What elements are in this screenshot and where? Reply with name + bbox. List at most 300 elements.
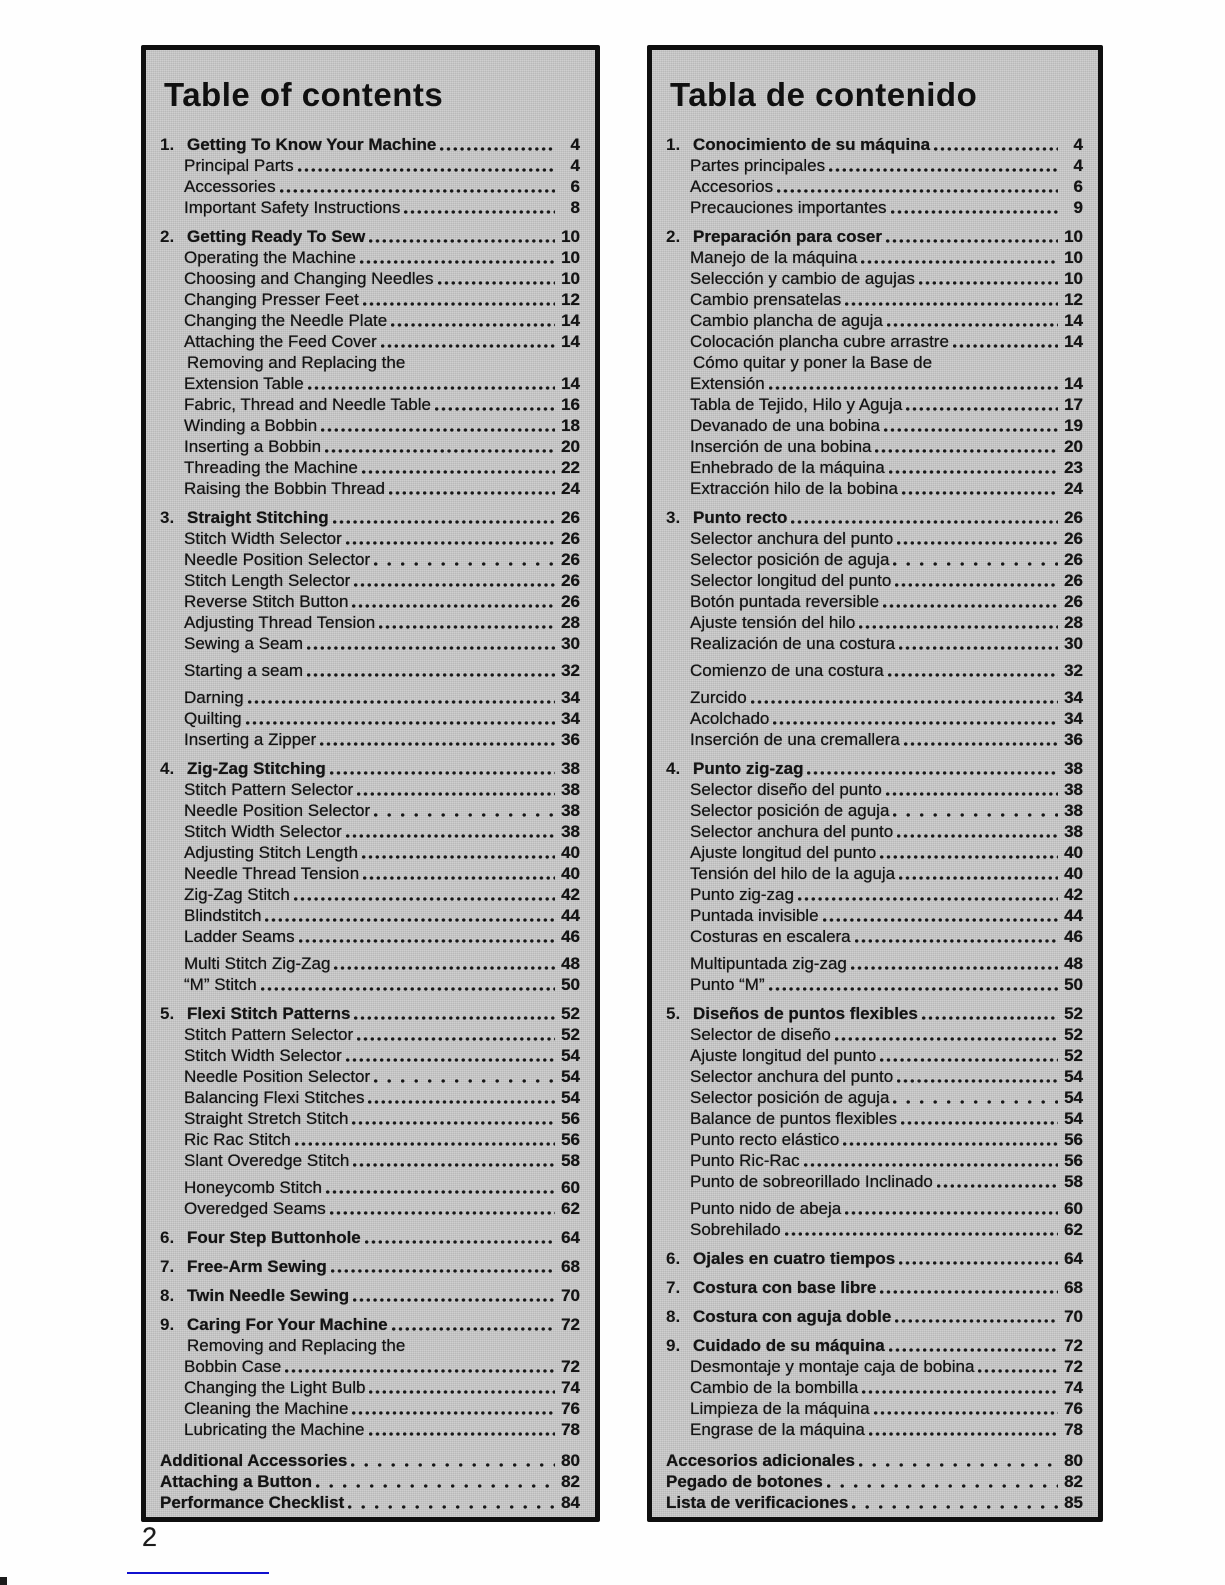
toc-entry bbox=[160, 134, 580, 155]
blue-underline bbox=[127, 1572, 269, 1574]
dot-leader bbox=[855, 939, 1058, 943]
toc-entry-number: 8. bbox=[160, 1286, 175, 1305]
toc-entry-page: 50 bbox=[561, 975, 580, 994]
toc-entry bbox=[666, 570, 1083, 591]
toc-entry-page: 40 bbox=[561, 843, 580, 862]
toc-entry-page: 54 bbox=[561, 1088, 580, 1107]
dot-leader bbox=[869, 1432, 1058, 1436]
toc-entry-label: Adjusting Stitch Length bbox=[184, 843, 358, 862]
toc-entry-label: Diseños de puntos flexibles bbox=[693, 1004, 918, 1023]
toc-entry bbox=[666, 905, 1083, 926]
toc-entry bbox=[160, 1450, 580, 1471]
toc-entry-label: Principal Parts bbox=[184, 156, 294, 175]
toc-entry bbox=[666, 926, 1083, 947]
toc-entry-label: Manejo de la máquina bbox=[690, 248, 858, 267]
toc-entry-page: 40 bbox=[561, 864, 580, 883]
page-title: Tabla de contenido bbox=[670, 76, 978, 113]
toc-entry bbox=[160, 863, 580, 884]
toc-entry-number: 4. bbox=[666, 759, 681, 778]
dot-leader bbox=[897, 834, 1058, 838]
toc-entry-label: Stitch Width Selector bbox=[184, 529, 342, 548]
toc-entry bbox=[160, 687, 580, 708]
dot-leader bbox=[246, 721, 555, 725]
dot-leader bbox=[316, 1484, 555, 1488]
toc-entry-label: Selección y cambio de agujas bbox=[690, 269, 915, 288]
dot-leader bbox=[354, 583, 555, 587]
toc-entry-label: Stitch Width Selector bbox=[184, 1046, 342, 1065]
toc-entry-label: Operating the Machine bbox=[184, 248, 356, 267]
toc-entry-page: 70 bbox=[1064, 1307, 1083, 1326]
toc-entry bbox=[666, 155, 1083, 176]
toc-entry bbox=[666, 436, 1083, 457]
toc-entry bbox=[666, 953, 1083, 974]
toc-entry bbox=[666, 507, 1083, 528]
toc-entry-page: 26 bbox=[561, 529, 580, 548]
toc-entry-label: Comienzo de una costura bbox=[690, 661, 884, 680]
toc-entry-page: 62 bbox=[1064, 1220, 1083, 1239]
toc-entry-label: Selector anchura del punto bbox=[690, 529, 894, 548]
toc-entry-label: Ladder Seams bbox=[184, 927, 295, 946]
toc-entry bbox=[160, 821, 580, 842]
dot-leader bbox=[978, 1369, 1058, 1373]
toc-entry-number: 3. bbox=[666, 508, 681, 527]
dot-leader bbox=[769, 987, 1058, 991]
toc-entry bbox=[666, 1171, 1083, 1192]
dot-leader bbox=[859, 625, 1058, 629]
toc-entry-label: Needle Thread Tension bbox=[184, 864, 360, 883]
dot-leader bbox=[307, 646, 555, 650]
dot-leader bbox=[901, 1121, 1058, 1125]
toc-entry-number: 8. bbox=[666, 1307, 681, 1326]
toc-entry-label: Caring For Your Machine bbox=[187, 1315, 388, 1334]
toc-entry-page: 72 bbox=[1064, 1357, 1083, 1376]
toc-entry bbox=[160, 1087, 580, 1108]
toc-entry bbox=[666, 1024, 1083, 1045]
toc-entry bbox=[160, 708, 580, 729]
toc-entry-label: Punto nido de abeja bbox=[690, 1199, 842, 1218]
toc-entry-page: 80 bbox=[1064, 1451, 1083, 1470]
toc-entry-label: Balance de puntos flexibles bbox=[690, 1109, 897, 1128]
toc-entry bbox=[666, 1066, 1083, 1087]
toc-entry bbox=[666, 247, 1083, 268]
toc-entry-label: Cambio prensatelas bbox=[690, 290, 842, 309]
toc-entry-page: 6 bbox=[1073, 177, 1083, 196]
toc-entry-label: Stitch Length Selector bbox=[184, 571, 351, 590]
toc-entry-label: Accesorios adicionales bbox=[666, 1451, 855, 1470]
dot-leader bbox=[862, 1390, 1058, 1394]
toc-entry-page: 38 bbox=[1064, 759, 1083, 778]
toc-entry-number: 5. bbox=[666, 1004, 681, 1023]
toc-entry-page: 10 bbox=[561, 269, 580, 288]
toc-entry-number: 6. bbox=[666, 1249, 681, 1268]
toc-entry bbox=[666, 660, 1083, 681]
dot-leader bbox=[362, 470, 555, 474]
toc-entry bbox=[160, 507, 580, 528]
toc-entry-label: Limpieza de la máquina bbox=[690, 1399, 870, 1418]
toc-entry bbox=[666, 1045, 1083, 1066]
dot-leader bbox=[346, 541, 555, 545]
dot-leader bbox=[887, 323, 1058, 327]
toc-entry-page: 54 bbox=[1064, 1109, 1083, 1128]
dot-leader bbox=[369, 1432, 555, 1436]
toc-entry bbox=[666, 373, 1083, 394]
toc-entry-page: 6 bbox=[570, 177, 580, 196]
toc-entry-page: 38 bbox=[561, 759, 580, 778]
toc-entry-page: 4 bbox=[1073, 135, 1083, 154]
toc-entry-page: 23 bbox=[1064, 458, 1083, 477]
toc-entry-label: Punto Ric-Rac bbox=[690, 1151, 800, 1170]
toc-entry bbox=[160, 176, 580, 197]
toc-entry-page: 54 bbox=[561, 1046, 580, 1065]
toc-entry-page: 38 bbox=[1064, 801, 1083, 820]
toc-entry-page: 72 bbox=[561, 1315, 580, 1334]
toc-entry bbox=[666, 1356, 1083, 1377]
toc-entry bbox=[666, 176, 1083, 197]
toc-entry bbox=[666, 1248, 1083, 1269]
toc-entry bbox=[666, 310, 1083, 331]
toc-entry bbox=[666, 1471, 1083, 1492]
toc-entry-label: Reverse Stitch Button bbox=[184, 592, 349, 611]
toc-entry-label: Precauciones importantes bbox=[690, 198, 887, 217]
toc-entry-label: Stitch Pattern Selector bbox=[184, 780, 354, 799]
toc-entry-label: Twin Needle Sewing bbox=[187, 1286, 350, 1305]
toc-entry-number: 5. bbox=[160, 1004, 175, 1023]
toc-entry bbox=[666, 1377, 1083, 1398]
dot-leader bbox=[391, 323, 555, 327]
toc-entry-page: 30 bbox=[1064, 634, 1083, 653]
toc-entry-label: Removing and Replacing the bbox=[187, 1336, 406, 1355]
dot-leader bbox=[352, 1121, 555, 1125]
toc-entry bbox=[160, 842, 580, 863]
toc-entry-label: Punto de sobreorillado Inclinado bbox=[690, 1172, 933, 1191]
dot-leader bbox=[404, 210, 555, 214]
dot-leader bbox=[893, 562, 1058, 566]
toc-entry bbox=[160, 310, 580, 331]
toc-entry-label: Desmontaje y montaje caja de bobina bbox=[690, 1357, 975, 1376]
toc-entry-page: 18 bbox=[561, 416, 580, 435]
toc-entry bbox=[666, 268, 1083, 289]
toc-entry-label: Getting Ready To Sew bbox=[187, 227, 366, 246]
toc-entry-label: Punto zig-zag bbox=[693, 759, 804, 778]
toc-entry-page: 85 bbox=[1064, 1493, 1083, 1512]
toc-entry-page: 26 bbox=[1064, 571, 1083, 590]
toc-entry-page: 34 bbox=[1064, 709, 1083, 728]
toc-entry-label: Tensión del hilo de la aguja bbox=[690, 864, 896, 883]
toc-entry-label: Starting a seam bbox=[184, 661, 304, 680]
dot-leader bbox=[934, 147, 1058, 151]
toc-entry bbox=[160, 436, 580, 457]
toc-entry bbox=[666, 708, 1083, 729]
dot-leader bbox=[845, 1211, 1058, 1215]
toc-entry bbox=[160, 457, 580, 478]
toc-entry-label: Ajuste longitud del punto bbox=[690, 843, 877, 862]
toc-entry-page: 14 bbox=[561, 332, 580, 351]
dot-leader bbox=[320, 742, 555, 746]
toc-entry-page: 9 bbox=[1073, 198, 1083, 217]
toc-entry-number: 1. bbox=[666, 135, 681, 154]
dot-leader bbox=[295, 1142, 555, 1146]
toc-entry bbox=[666, 1198, 1083, 1219]
toc-entry-label: Blindstitch bbox=[184, 906, 262, 925]
toc-entry-label: Tabla de Tejido, Hilo y Aguja bbox=[690, 395, 903, 414]
toc-entry-label: Bobbin Case bbox=[184, 1357, 282, 1376]
toc-entry-page: 76 bbox=[1064, 1399, 1083, 1418]
toc-entry-number: 1. bbox=[160, 135, 175, 154]
toc-entry bbox=[666, 687, 1083, 708]
dot-leader bbox=[321, 428, 555, 432]
dot-leader bbox=[440, 147, 555, 151]
toc-entry-page: 82 bbox=[561, 1472, 580, 1491]
toc-entry-page: 8 bbox=[570, 198, 580, 217]
toc-entry-page: 62 bbox=[561, 1199, 580, 1218]
toc-entry-label: Selector posición de aguja bbox=[690, 1088, 890, 1107]
toc-entry bbox=[666, 612, 1083, 633]
toc-entry-label: Sewing a Seam bbox=[184, 634, 304, 653]
dot-leader bbox=[353, 1163, 555, 1167]
toc-entry bbox=[666, 884, 1083, 905]
dot-leader bbox=[392, 1327, 555, 1331]
toc-entry bbox=[666, 1335, 1083, 1356]
toc-entry bbox=[160, 974, 580, 995]
toc-entry-label: Removing and Replacing the bbox=[187, 353, 406, 372]
toc-entry-page: 26 bbox=[1064, 550, 1083, 569]
toc-entry-label: Attaching the Feed Cover bbox=[184, 332, 377, 351]
toc-entry-page: 44 bbox=[561, 906, 580, 925]
toc-entry-label: Flexi Stitch Patterns bbox=[187, 1004, 351, 1023]
toc-entry-label: Accesorios bbox=[690, 177, 774, 196]
toc-entry-label: Devanado de una bobina bbox=[690, 416, 880, 435]
toc-entry-page: 48 bbox=[1064, 954, 1083, 973]
toc-entry-page: 16 bbox=[561, 395, 580, 414]
toc-entry-label: Getting To Know Your Machine bbox=[187, 135, 437, 154]
dot-leader bbox=[299, 939, 555, 943]
toc-entry-page: 22 bbox=[561, 458, 580, 477]
toc-entry-label: Lista de verificaciones bbox=[666, 1493, 849, 1512]
toc-entry bbox=[666, 1450, 1083, 1471]
toc-entry-label: Choosing and Changing Needles bbox=[184, 269, 434, 288]
toc-entry-label: Darning bbox=[184, 688, 244, 707]
toc-entry-label: Multi Stitch Zig-Zag bbox=[184, 954, 331, 973]
toc-entry bbox=[160, 155, 580, 176]
toc-entry bbox=[160, 1314, 580, 1335]
dot-leader bbox=[348, 1505, 555, 1509]
dot-leader bbox=[880, 855, 1058, 859]
toc-entry-label: Straight Stretch Stitch bbox=[184, 1109, 349, 1128]
toc-entry-page: 84 bbox=[561, 1493, 580, 1512]
toc-entry-page: 26 bbox=[1064, 529, 1083, 548]
toc-entry-page: 14 bbox=[561, 374, 580, 393]
toc-entry bbox=[160, 1419, 580, 1440]
toc-entry bbox=[666, 528, 1083, 549]
dot-leader bbox=[435, 407, 555, 411]
dot-leader bbox=[922, 1016, 1058, 1020]
toc-entry bbox=[160, 197, 580, 218]
toc-entry bbox=[160, 1066, 580, 1087]
toc-entry-label: Sobrehilado bbox=[690, 1220, 781, 1239]
dot-leader bbox=[773, 721, 1058, 725]
toc-entry-label: Acolchado bbox=[690, 709, 770, 728]
folio-page-number: 2 bbox=[142, 1522, 158, 1552]
dot-leader bbox=[888, 673, 1058, 677]
toc-entry bbox=[160, 528, 580, 549]
toc-entry-label: Extension Table bbox=[184, 374, 304, 393]
toc-entry bbox=[666, 1003, 1083, 1024]
toc-entry-label: Pegado de botones bbox=[666, 1472, 823, 1491]
dot-leader bbox=[333, 520, 555, 524]
toc-entry-page: 76 bbox=[561, 1399, 580, 1418]
toc-entry bbox=[666, 1398, 1083, 1419]
dot-leader bbox=[368, 1100, 555, 1104]
toc-entry-page: 12 bbox=[1064, 290, 1083, 309]
toc-entry-label: Needle Position Selector bbox=[184, 801, 371, 820]
toc-entry-label: Ric Rac Stitch bbox=[184, 1130, 291, 1149]
toc-entry-page: 24 bbox=[1064, 479, 1083, 498]
toc-entry-page: 46 bbox=[1064, 927, 1083, 946]
toc-entry bbox=[160, 1227, 580, 1248]
dot-leader bbox=[751, 700, 1058, 704]
toc-entry bbox=[160, 1377, 580, 1398]
toc-entry-page: 78 bbox=[561, 1420, 580, 1439]
toc-entry-label: Inserción de una cremallera bbox=[690, 730, 900, 749]
toc-entry-page: 26 bbox=[1064, 508, 1083, 527]
toc-entry-page: 52 bbox=[1064, 1046, 1083, 1065]
toc-entry-page: 54 bbox=[561, 1067, 580, 1086]
toc-entry-page: 10 bbox=[1064, 269, 1083, 288]
dot-leader bbox=[261, 987, 555, 991]
toc-entry-page: 74 bbox=[561, 1378, 580, 1397]
toc-entry-label: Punto recto elástico bbox=[690, 1130, 840, 1149]
toc-entry bbox=[666, 1150, 1083, 1171]
toc-entry-page: 72 bbox=[561, 1357, 580, 1376]
dot-leader bbox=[904, 742, 1058, 746]
toc-entry-page: 56 bbox=[1064, 1151, 1083, 1170]
dot-leader bbox=[285, 1369, 555, 1373]
dot-leader bbox=[897, 1079, 1058, 1083]
toc-entry-label: Stitch Width Selector bbox=[184, 822, 342, 841]
toc-entry-label: Cambio de la bombilla bbox=[690, 1378, 859, 1397]
toc-entry bbox=[160, 289, 580, 310]
toc-entry-page: 60 bbox=[561, 1178, 580, 1197]
toc-entry-page: 48 bbox=[561, 954, 580, 973]
toc-entry bbox=[160, 226, 580, 247]
toc-entry-label: Ajuste tensión del hilo bbox=[690, 613, 856, 632]
dot-leader bbox=[843, 1142, 1058, 1146]
toc-list bbox=[666, 134, 1083, 1513]
toc-entry bbox=[160, 1108, 580, 1129]
toc-entry-label: Cuidado de su máquina bbox=[693, 1336, 885, 1355]
toc-entry bbox=[666, 779, 1083, 800]
toc-entry bbox=[666, 1087, 1083, 1108]
page-title: Table of contents bbox=[164, 76, 444, 113]
toc-entry-page: 42 bbox=[1064, 885, 1083, 904]
dot-leader bbox=[298, 168, 555, 172]
toc-entry bbox=[160, 1003, 580, 1024]
toc-entry bbox=[160, 1045, 580, 1066]
toc-entry bbox=[160, 591, 580, 612]
toc-entry-page: 52 bbox=[561, 1004, 580, 1023]
dot-leader bbox=[880, 1058, 1058, 1062]
toc-entry bbox=[160, 570, 580, 591]
toc-entry bbox=[160, 1471, 580, 1492]
toc-entry-page: 56 bbox=[1064, 1130, 1083, 1149]
toc-entry-label: Engrase de la máquina bbox=[690, 1420, 865, 1439]
dot-leader bbox=[360, 260, 555, 264]
toc-entry-label: Zurcido bbox=[690, 688, 747, 707]
toc-entry-label: Punto “M” bbox=[690, 975, 765, 994]
toc-entry-label: Lubricating the Machine bbox=[184, 1420, 365, 1439]
toc-entry-page: 17 bbox=[1064, 395, 1083, 414]
toc-entry-label: Selector anchura del punto bbox=[690, 1067, 894, 1086]
toc-entry-number: 9. bbox=[160, 1315, 175, 1334]
dot-leader bbox=[895, 583, 1058, 587]
toc-entry-label: Enhebrado de la máquina bbox=[690, 458, 885, 477]
toc-entry bbox=[666, 478, 1083, 499]
dot-leader bbox=[294, 897, 555, 901]
toc-entry-label: Costuras en escalera bbox=[690, 927, 851, 946]
toc-entry-page: 44 bbox=[1064, 906, 1083, 925]
toc-entry bbox=[160, 1285, 580, 1306]
dot-leader bbox=[798, 897, 1058, 901]
toc-entry-page: 58 bbox=[1064, 1172, 1083, 1191]
toc-entry bbox=[666, 394, 1083, 415]
toc-entry bbox=[666, 1492, 1083, 1513]
toc-entry-page: 50 bbox=[1064, 975, 1083, 994]
dot-leader bbox=[374, 813, 555, 817]
toc-entry-label: Extensión bbox=[690, 374, 765, 393]
dot-leader bbox=[357, 792, 555, 796]
dot-leader bbox=[835, 1037, 1058, 1041]
toc-entry-label: Straight Stitching bbox=[187, 508, 329, 527]
toc-entry-label: Selector posición de aguja bbox=[690, 801, 890, 820]
toc-entry-page: 20 bbox=[561, 437, 580, 456]
dot-leader bbox=[777, 189, 1058, 193]
toc-entry bbox=[160, 1335, 580, 1356]
dot-leader bbox=[769, 386, 1058, 390]
toc-entry bbox=[160, 352, 580, 373]
toc-entry-number: 9. bbox=[666, 1336, 681, 1355]
dot-leader bbox=[875, 449, 1058, 453]
toc-entry-page: 26 bbox=[561, 550, 580, 569]
dot-leader bbox=[785, 1232, 1058, 1236]
toc-entry-number: 6. bbox=[160, 1228, 175, 1247]
toc-entry-page: 42 bbox=[561, 885, 580, 904]
toc-entry-label: Important Safety Instructions bbox=[184, 198, 401, 217]
toc-entry-label: Costura con aguja doble bbox=[693, 1307, 892, 1326]
toc-entry-label: Adjusting Thread Tension bbox=[184, 613, 376, 632]
dot-leader bbox=[889, 1348, 1058, 1352]
toc-entry-page: 54 bbox=[1064, 1067, 1083, 1086]
toc-entry-label: Stitch Pattern Selector bbox=[184, 1025, 354, 1044]
toc-entry bbox=[666, 1129, 1083, 1150]
toc-entry-page: 34 bbox=[1064, 688, 1083, 707]
toc-entry-label: Free-Arm Sewing bbox=[187, 1257, 327, 1276]
dot-leader bbox=[346, 1058, 555, 1062]
scan-artifact-mark bbox=[0, 1577, 7, 1585]
toc-entry-label: Colocación plancha cubre arrastre bbox=[690, 332, 949, 351]
toc-entry-label: Punto recto bbox=[693, 508, 788, 527]
toc-entry bbox=[160, 1177, 580, 1198]
toc-entry bbox=[160, 331, 580, 352]
toc-entry bbox=[666, 842, 1083, 863]
toc-entry bbox=[666, 758, 1083, 779]
toc-entry-page: 46 bbox=[561, 927, 580, 946]
toc-entry bbox=[666, 1108, 1083, 1129]
toc-entry bbox=[160, 660, 580, 681]
toc-entry bbox=[160, 1129, 580, 1150]
dot-leader bbox=[852, 1505, 1058, 1509]
dot-leader bbox=[902, 491, 1058, 495]
dot-leader bbox=[861, 260, 1058, 264]
